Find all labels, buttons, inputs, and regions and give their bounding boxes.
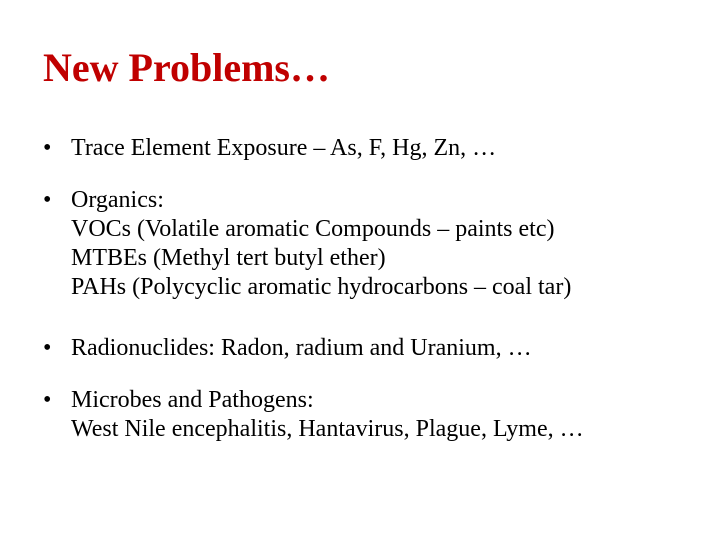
bullet-text	[71, 386, 584, 444]
bullet-line: Organics:	[71, 187, 164, 213]
bullet-icon: •	[43, 335, 52, 361]
bullet-line: Trace Element Exposure – As, F, Hg, Zn, …	[71, 135, 497, 161]
bullet-text	[71, 334, 532, 363]
bullet-icon: •	[43, 187, 52, 213]
bullet-line: PAHs (Polycyclic aromatic hydrocarbons – coal tar)	[71, 274, 572, 300]
bullet-line: West Nile encephalitis, Hantavirus, Plague, Lyme, …	[71, 416, 584, 442]
bullet-text	[71, 186, 571, 302]
bullet-line: VOCs (Volatile aromatic Compounds – paints etc)	[71, 216, 555, 242]
bullet-line: MTBEs (Methyl tert butyl ether)	[71, 245, 386, 271]
bullet-text	[71, 134, 496, 163]
bullet-icon: •	[43, 387, 52, 413]
bullet-icon: •	[43, 135, 52, 161]
bullet-line: Microbes and Pathogens:	[71, 387, 314, 413]
bullet-line: Radionuclides: Radon, radium and Uranium, …	[71, 335, 532, 361]
slide-title: New Problems…	[43, 45, 330, 90]
